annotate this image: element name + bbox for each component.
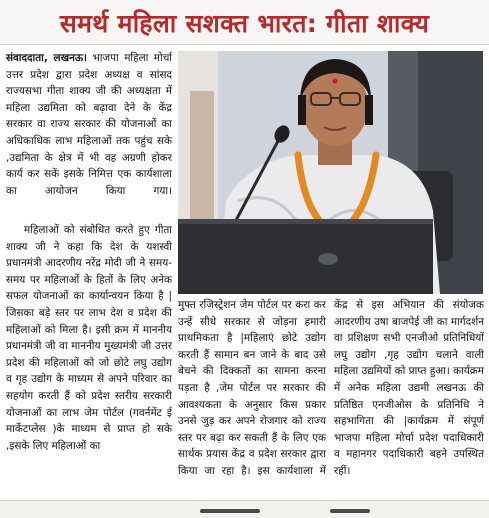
article-column-2 (178, 297, 326, 497)
article-paragraph-2: महिलाओं को संबोधित करते हुए गीता शाक्य जी ने कहा कि देश के यशस्वी प्रधानमंत्री आदरणीय नरेंद्र मोदी जी ने समय-समय पर महिलाओं के हितों के लिए अनेक सफल योजनाओं का कार्यान्वयन किया है |जिसका बड़े स्तर पर लाभ देश व प्रदेश की महिलाओं को मिला है। इसी क्रम में माननीय प्रधानमंत्री जी वा माननीय मुख्यमंत्री जी उत्तर प्रदेश की महिलाओं को जो छोटे लघु उद्योग व गृह उद्योग के माध्यम से अपने परिवार का सहयोग करती हैं को प्रदेश स्तरीय सरकारी योजनाओं का लाभ जेम पोर्टल (गवर्नमेंट ई मार्केटप्लेस )के माध्यम से प्राप्त हो सके ,इसके लिए महिलाओं का (6, 224, 172, 452)
article-column-1-continued (6, 222, 172, 497)
article-paragraph-3: मुफ्त रजिस्ट्रेशन जेम पोर्टल पर करा कर उन्हें सीधे सरकार से जोड़ना हमारी प्राथमिकता है |महिलाएं छोटे उद्योग करती हैं सामान बन जाने के बाद उसे बेचने की दिक्कतों का सामना करना पड़ता है ,जेम पोर्टल पर सरकार की आवश्यकता के अनुसार किस प्रकार उनसे जुड़ कर अपने रोजगार को राज्य स्तर पर बढ़ा कर सकती हैं के लिए एक सार्थक प्रयास केंद्र व प्रदेश सरकार द्वारा किया जा रहा है। इस कार्यशाला में (178, 299, 326, 477)
headline: समर्थ महिला सशक्त भारत: गीता शाक्य (0, 0, 489, 46)
article-column-3 (334, 297, 484, 497)
next-article-strip (0, 500, 489, 518)
article-paragraph-4: केंद्र से इस अभियान की संयोजक आदरणीय उषा बाजपेई जी का मार्गदर्शन वा प्रशिक्षण सभी एनजीओ प्रतिनिधियों लघु उद्योग ,गृह उद्योग चलाने वाली महिला उद्यमियों को प्राप्त हुआ। कार्यक्रम में अनेक महिला उद्यमी लखनऊ की प्रतिष्ठित एनजीओस के प्रतिनिधि ने सहभागिता की |कार्यक्रम में संपूर्ण भाजपा महिला मोर्चा प्रदेश पदाधिकारी व महानगर पदाधिकारी बहने उपस्थित रहीं। (334, 299, 484, 477)
article-photo (178, 51, 483, 294)
headline-divider (0, 44, 489, 45)
article-column-1 (6, 50, 172, 223)
article-paragraph-1: भाजपा महिला मोर्चा उत्तर प्रदेश द्वारा प्रदेश अध्यक्ष व सांसद राज्यसभा गीता शाक्य जी की अध्यक्षता में महिला उद्यमिता को बढ़ावा देने के केंद्र सरकार वा राज्य सरकार की योजनाओं का अधिकाधिक लाभ महिलाओं तक पहुंच सके ,उद्यमिता के क्षेत्र में भी वह अग्रणी होकर कार्य कर सकें इसके निमित्त एक कार्यशाला का आयोजन किया गया। (6, 52, 172, 197)
byline: संवाददाता, लखनऊ। (6, 52, 87, 64)
